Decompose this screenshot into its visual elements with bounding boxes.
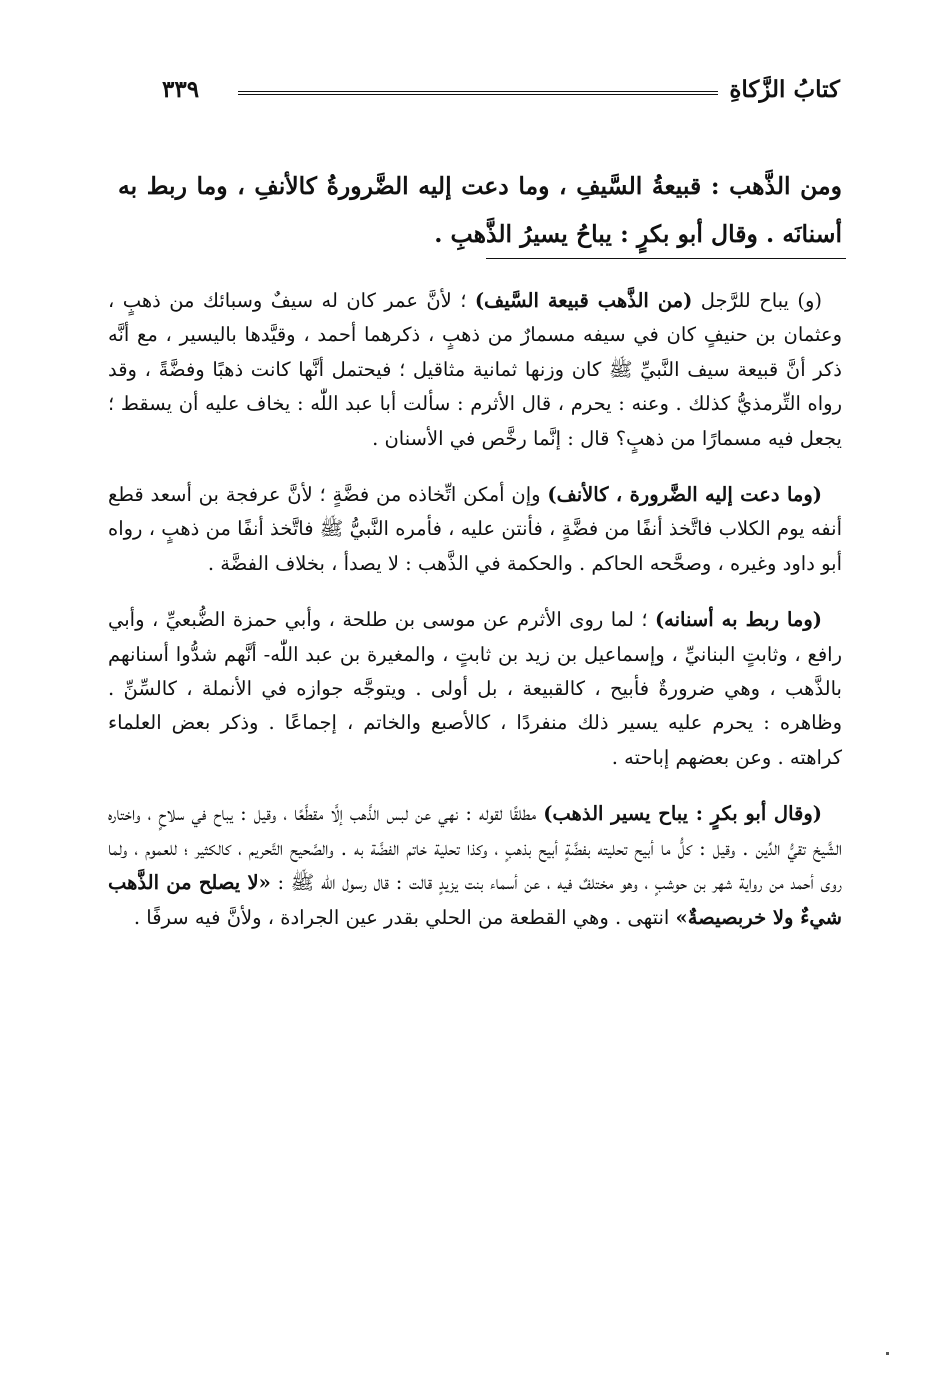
book-title: كتابُ الزَّكاةِ	[729, 76, 840, 103]
paragraph-text: انتهى . وهي القطعة من الحلي بقدر عين الجرادة ، ولأنَّ فيه سرفًا .	[133, 905, 676, 929]
header-rule	[238, 91, 718, 95]
matn-separator	[486, 258, 846, 259]
hadith-quote: «لا يصلح من الذَّهب شيءٌ ولا خربصيصةٌ»	[108, 871, 842, 929]
page-number: ٣٣٩	[162, 76, 200, 103]
page-header	[120, 76, 840, 116]
commentary-paragraph-2	[108, 478, 842, 581]
scan-speck	[886, 1352, 889, 1355]
commentary-paragraph-1	[108, 284, 842, 456]
paragraph-lead: (وقال أبو بكرٍ : يباح يسير الذهب)	[543, 802, 822, 826]
commentary-paragraph-3	[108, 603, 842, 775]
paragraph-text: مطلقًا لقوله : نهي عن لبس الذَّهب إلَّا مقطَّعًا ، وقيل : يباح في سلاحٍ ، واختاره الشَّيخ تقيُّ الدِّين . وقيل : كلُّ ما أبيح تحليته بفضَّةٍ أبيح بذهبٍ ، وكذا تحلية خاتم الفضَّة به . والصَّحيح التَّحريم ، كالكثير ؛ للعموم ، ولما روى أحمد من رواية شهر بن حوشبٍ ، وهو مختلفٌ فيه ، عن أسماء بنت يزيدٍ قالت : قال رسول اللّٰه ﷺ :	[108, 802, 843, 895]
paragraph-lead: (من الذَّهب قبيعة السَّيف)	[474, 289, 693, 312]
commentary-paragraph-4	[108, 797, 842, 935]
paragraph-lead: (وما دعت إليه الضَّرورة ، كالأنف)	[547, 483, 822, 507]
paragraph-text: (و) يباح للرَّجل	[692, 289, 822, 312]
paragraph-text: ؛ لما روى الأثرم عن موسى بن طلحة ، وأبي حمزة الضُّبعيِّ ، وأبي رافع ، وثابتٍ البنانيِّ ، وإسماعيل بن زيد بن ثابتٍ ، والمغيرة بن عبد اللّٰه- أنَّهم شدُّوا أسنانهم بالذَّهب ، وهي ضرورةٌ فأبيح ، كالقبيعة ، بل أولى . ويتوجَّه جوازه في الأنملة ، كالسِّنِّ . وظاهره : يحرم عليه يسير ذلك منفردًا ، كالأصبع والخاتم ، إجماعًا . وذكر بعض العلماء كراهته . وعن بعضهم إباحته .	[108, 608, 842, 769]
paragraph-text: ؛ لأنَّ عمر كان له سيفٌ وسبائك من ذهبٍ ، وعثمان بن حنيفٍ كان في سيفه مسمارٌ من ذهبٍ ، ذكرهما أحمد ، وقيَّدها باليسير ، مع أنَّه ذكر أنَّ قبيعة سيف النَّبيِّ ﷺ كان وزنها ثمانية مثاقيل ؛ فيحتمل أنَّها كانت ذهبًا وفضَّةً ، وقد رواه التِّرمذيُّ كذلك . وعنه : يحرم ، قال الأثرم : سألت أبا عبد اللّٰه : يخاف عليه أن يسقط ؛ يجعل فيه مسمارًا من ذهبٍ؟ قال : إنَّما رخَّص في الأسنان .	[108, 289, 842, 450]
paragraph-lead: (وما ربط به أسنانه)	[654, 608, 822, 632]
commentary	[108, 284, 842, 957]
matn-text: ومن الذَّهب : قبيعةُ السَّيفِ ، وما دعت إليه الضَّرورةُ كالأنفِ ، وما ربط به أسنانَه . وقال أبو بكرٍ : يباحُ يسيرُ الذَّهبِ .	[118, 172, 842, 248]
paragraph-text: وإن أمكن اتِّخاذه من فضَّةٍ ؛ لأنَّ عرفجة بن أسعد قطع أنفه يوم الكلاب فاتَّخذ أنفًا من فضَّةٍ ، فأنتن عليه ، فأمره النَّبيُّ ﷺ فاتَّخذ أنفًا من ذهبٍ ، رواه أبو داود وغيره ، وصحَّحه الحاكم . والحكمة في الذَّهب : لا يصدأ ، بخلاف الفضَّة .	[108, 483, 842, 575]
